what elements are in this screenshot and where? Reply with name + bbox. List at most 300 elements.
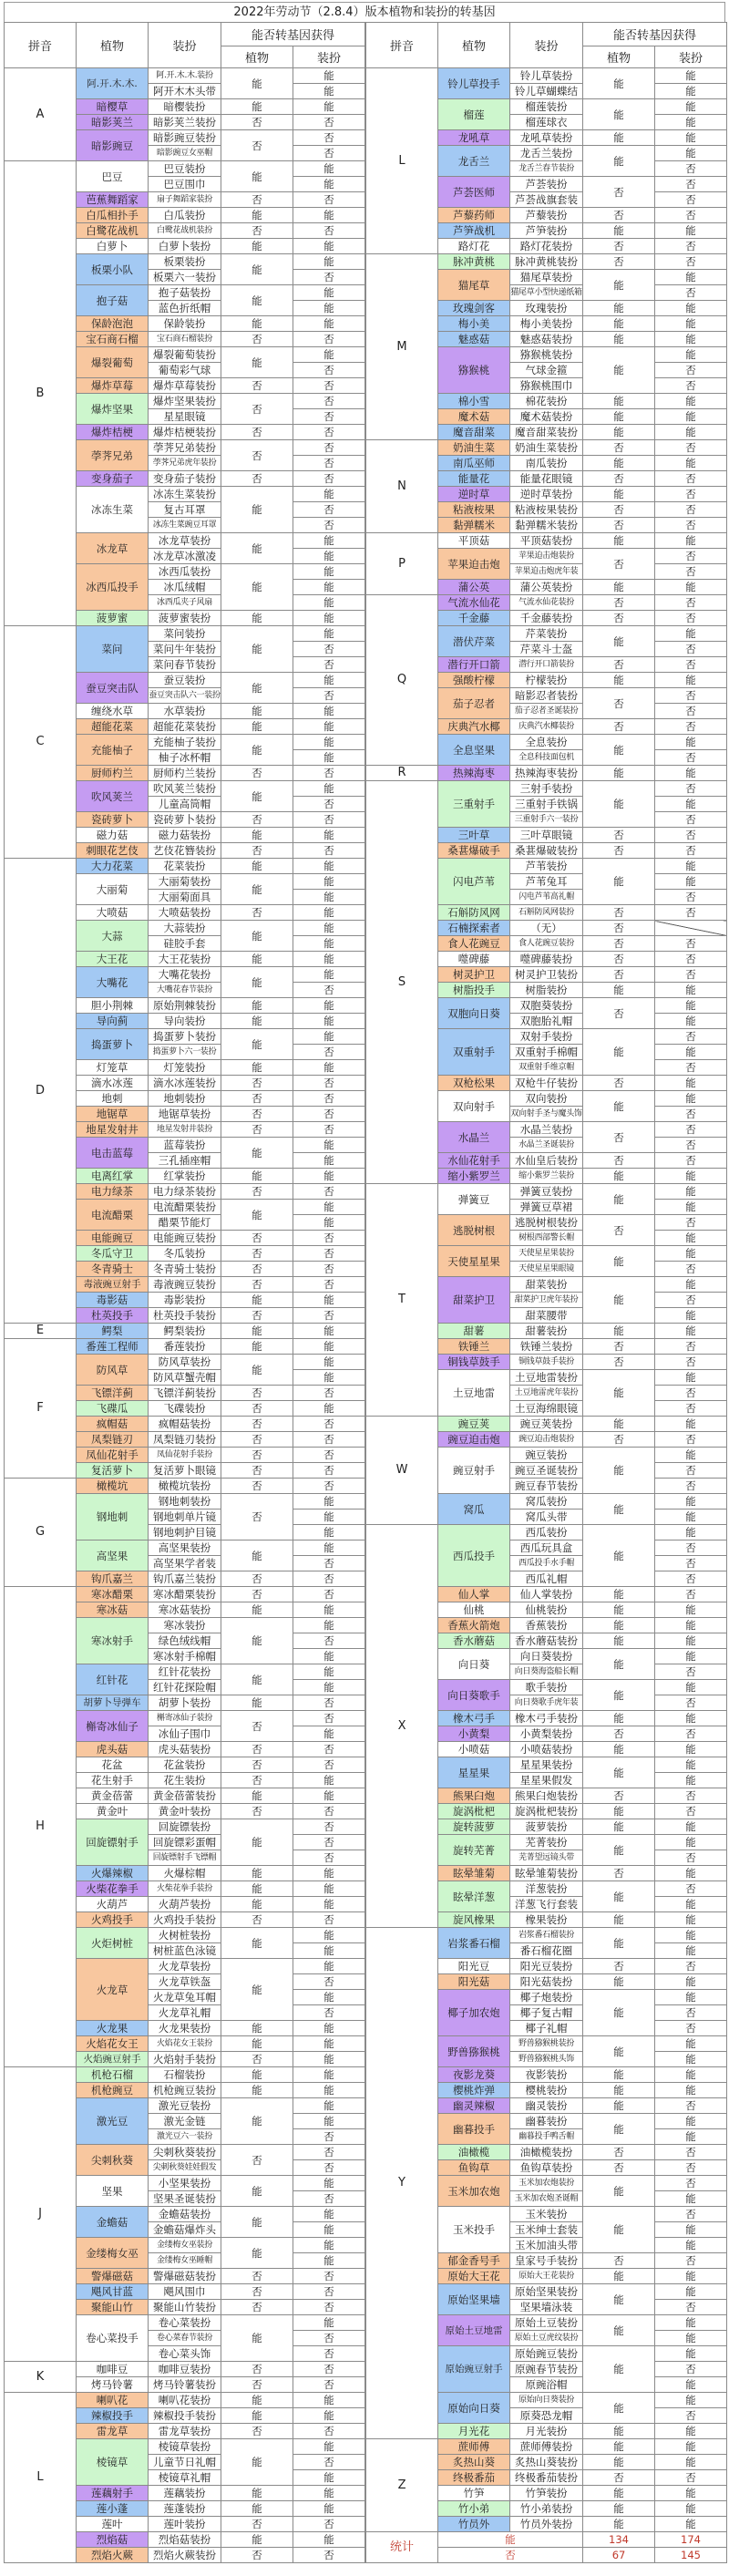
plant-name: 铁锤兰: [438, 1339, 510, 1355]
plant-name: 窝瓜: [438, 1494, 510, 1525]
costume-name: 原始坚果装扮: [510, 2284, 583, 2300]
header-transgenic-group: 能否转基因获得: [221, 23, 365, 46]
costume-transgenic-status: 否: [655, 611, 727, 626]
plant-transgenic-status: 能: [221, 2532, 293, 2548]
plant-transgenic-status: 能: [583, 1990, 655, 2036]
plant-name: 火龙草: [77, 1959, 149, 2021]
costume-name: 双向射手圣与魔头饰: [510, 1107, 583, 1122]
costume-name: 暗影荚兰装扮: [149, 115, 221, 130]
costume-name: 葡萄彩气球: [149, 363, 221, 378]
pinyin-group-label: N: [366, 440, 438, 533]
costume-transgenic-status: 否: [655, 239, 727, 254]
table-row: [366, 1928, 727, 1943]
costume-transgenic-status: 否: [293, 2300, 365, 2315]
costume-transgenic-status: 能: [655, 1819, 727, 1835]
costume-transgenic-status: 能: [655, 1835, 727, 1850]
costume-transgenic-status: 否: [655, 2207, 727, 2222]
costume-transgenic-status: 能: [293, 2207, 365, 2222]
plant-name: 白鹭花战机: [77, 223, 149, 239]
costume-transgenic-status: 否: [293, 1804, 365, 1819]
costume-transgenic-status: 否: [655, 518, 727, 533]
costume-name: 气球金箍: [510, 363, 583, 378]
plant-name: 红针花: [77, 1664, 149, 1695]
costume-transgenic-status: 能: [293, 1881, 365, 1897]
plant-name: 幽暮投手: [438, 2114, 510, 2145]
plant-transgenic-status: 否: [221, 223, 293, 239]
plant-name: 杜英投手: [77, 1308, 149, 1324]
plant-name: 旋风橡果: [438, 1912, 510, 1928]
costume-transgenic-status: 否: [293, 1757, 365, 1773]
costume-name: 魔音甜菜装扮: [510, 425, 583, 440]
costume-name: 西瓜玩具盒: [510, 1540, 583, 1556]
plant-transgenic-status: 否: [583, 657, 655, 673]
costume-name: 寒冰装扮: [149, 1618, 221, 1633]
costume-name: 玉米加农炮装扮: [510, 2176, 583, 2191]
table-row: [366, 781, 727, 797]
costume-name: 警爆磁菇装扮: [149, 2269, 221, 2284]
costume-name: 阿.开.木.木.装扮: [149, 68, 221, 84]
costume-transgenic-status: 能: [293, 1928, 365, 1943]
costume-transgenic-status: 能: [293, 1540, 365, 1556]
costume-transgenic-status: 否: [293, 1463, 365, 1479]
costume-transgenic-status: 能: [655, 1510, 727, 1525]
plant-transgenic-status: 能: [583, 1525, 655, 1587]
plant-transgenic-status: 能: [221, 859, 293, 874]
plant-transgenic-status: 能: [583, 2207, 655, 2253]
costume-transgenic-status: 能: [293, 1897, 365, 1912]
costume-transgenic-status: 否: [293, 2191, 365, 2207]
costume-transgenic-status: 否: [655, 1401, 727, 1417]
costume-transgenic-status: 能: [293, 735, 365, 750]
plant-name: 火鸡投手: [77, 1912, 149, 1928]
plant-name: 冰龙草: [77, 533, 149, 564]
costume-transgenic-status: 否: [655, 2021, 727, 2036]
costume-transgenic-status: 否: [293, 332, 365, 347]
costume-name: 儿童节日礼帽: [149, 2455, 221, 2470]
costume-transgenic-status: 能: [655, 1912, 727, 1928]
costume-name: 西瓜投手水手帽: [510, 1556, 583, 1571]
costume-name: 雷龙草装扮: [149, 2424, 221, 2439]
plant-name: 菜问: [77, 626, 149, 673]
costume-transgenic-status: 能: [293, 1339, 365, 1355]
costume-name: 黄金叶装扮: [149, 1804, 221, 1819]
costume-name: 芜菁装扮: [510, 1835, 583, 1850]
costume-transgenic-status: 能: [293, 1943, 365, 1959]
costume-transgenic-status: 否: [293, 409, 365, 425]
costume-name: 火鸡投手装扮: [149, 1912, 221, 1928]
costume-name: 电力绿茶装扮: [149, 1184, 221, 1200]
costume-transgenic-status: 能: [655, 2346, 727, 2362]
costume-name: 竹小弟装扮: [510, 2501, 583, 2517]
plant-transgenic-status: 能: [583, 1184, 655, 1215]
costume-name: 三重射手六一装扮: [510, 812, 583, 828]
costume-name: 路灯花装扮: [510, 239, 583, 254]
costume-transgenic-status: 否: [655, 1959, 727, 1974]
plant-name: 火焰花女王: [77, 2036, 149, 2052]
costume-name: 充能柚子装扮: [149, 735, 221, 750]
plant-transgenic-status: 能: [583, 270, 655, 301]
costume-name: 潜行开口箭装扮: [510, 657, 583, 673]
plant-transgenic-status: 否: [583, 719, 655, 735]
plant-transgenic-status: 否: [583, 1153, 655, 1169]
costume-name: 菜问装扮: [149, 626, 221, 642]
costume-transgenic-status: 能: [293, 1215, 365, 1231]
costume-transgenic-status: 否: [293, 2548, 365, 2563]
plant-transgenic-status: 否: [221, 1571, 293, 1587]
costume-name: 火树桩装扮: [149, 1928, 221, 1943]
costume-transgenic-status: 否: [655, 750, 727, 766]
costume-transgenic-status: 能: [293, 2486, 365, 2501]
costume-name: 热辣海枣装扮: [510, 766, 583, 781]
costume-transgenic-status: 能: [293, 161, 365, 177]
plant-name: 橡木弓手: [438, 1711, 510, 1726]
costume-name: 幽暮装扮: [510, 2114, 583, 2129]
plant-transgenic-status: 能: [221, 2238, 293, 2269]
costume-name: 捣蛋萝卜六一装扮: [149, 1045, 221, 1060]
plant-name: 刺眼花艺伎: [77, 843, 149, 859]
page-title: 2022年劳动节（2.8.4）版本植物和装扮的转基因: [4, 2, 725, 22]
header-transgenic-group: 能否转基因获得: [583, 23, 727, 46]
costume-transgenic-status: 否: [293, 1695, 365, 1711]
plant-transgenic-status: 能: [583, 1649, 655, 1680]
table-row: [5, 2362, 365, 2377]
plant-transgenic-status: 否: [221, 1386, 293, 1401]
costume-transgenic-status: 否: [655, 177, 727, 192]
plant-name: 电击蓝莓: [77, 1138, 149, 1169]
costume-transgenic-status: 否: [293, 115, 365, 130]
costume-transgenic-status: 能: [655, 1897, 727, 1912]
costume-transgenic-status-empty: [655, 921, 727, 936]
costume-name: 小坚果装扮: [149, 2176, 221, 2191]
costume-name: 冬青骑士装扮: [149, 1262, 221, 1277]
costume-transgenic-status: 否: [655, 1788, 727, 1804]
plant-name: 芦藜药师: [438, 208, 510, 223]
costume-name: 夜影装扮: [510, 2067, 583, 2083]
costume-transgenic-status: 否: [293, 378, 365, 394]
costume-name: 抱子菇装扮: [149, 285, 221, 301]
plant-transgenic-status: 能: [583, 425, 655, 440]
table-row: [366, 595, 727, 611]
plant-name: 双枪松果: [438, 1076, 510, 1091]
table-row: [366, 68, 727, 84]
plant-name: 月光花: [438, 2424, 510, 2439]
costume-name: 大喷菇装扮: [149, 905, 221, 921]
costume-name: 坚果墙泳装: [510, 2300, 583, 2315]
costume-transgenic-status: 否: [655, 843, 727, 859]
costume-transgenic-status: 能: [655, 1494, 727, 1510]
plant-transgenic-status: 能: [583, 2036, 655, 2067]
costume-name: 阳光菇装扮: [510, 1974, 583, 1990]
costume-transgenic-status: 否: [655, 1107, 727, 1122]
costume-transgenic-status: 否: [293, 2145, 365, 2160]
plant-name: 树脂投手: [438, 983, 510, 998]
costume-name: 缩小紫罗兰装扮: [510, 1169, 583, 1184]
plant-name: 寒冰醋栗: [77, 1587, 149, 1602]
plant-name: 冰西瓜投手: [77, 564, 149, 611]
plant-name: 菠萝蜜: [77, 611, 149, 626]
table-row: [5, 859, 365, 874]
costume-transgenic-status: 能: [655, 797, 727, 812]
costume-name: 尖刺秋葵娃娃假发: [149, 2160, 221, 2176]
plant-name: 原始豌豆射手: [438, 2346, 510, 2393]
costume-name: 白瓜装扮: [149, 208, 221, 223]
plant-transgenic-status: 能: [221, 735, 293, 766]
plant-transgenic-status: 否: [221, 440, 293, 471]
plant-name: 金蟾菇: [77, 2207, 149, 2238]
costume-transgenic-status: 能: [655, 2222, 727, 2238]
plant-name: 平顶菇: [438, 533, 510, 549]
costume-name: 莲蓬装扮: [149, 2501, 221, 2517]
costume-transgenic-status: 能: [655, 456, 727, 471]
costume-name: 幽暮投手鸭舌帽: [510, 2129, 583, 2145]
plant-name: 棉小雪: [438, 394, 510, 409]
costume-name: 粘液桉果装扮: [510, 502, 583, 518]
plant-transgenic-status: 能: [583, 99, 655, 130]
costume-name: 蚕豆装扮: [149, 673, 221, 688]
costume-name: 尖刺秋葵装扮: [149, 2145, 221, 2160]
costume-name: 蓝莓装扮: [149, 1138, 221, 1153]
costume-transgenic-status: 否: [293, 456, 365, 471]
plant-name: 逃脱树根: [438, 1215, 510, 1246]
table-row: [366, 2439, 727, 2455]
costume-name: 爆炸坚果装扮: [149, 394, 221, 409]
costume-name: 冰龙草冰激凌: [149, 549, 221, 564]
plant-name: 岩浆番石榴: [438, 1928, 510, 1959]
costume-transgenic-status: 否: [655, 890, 727, 905]
costume-name: 原始荆棘装扮: [149, 998, 221, 1014]
costume-transgenic-status: 能: [293, 1726, 365, 1742]
plant-transgenic-status: 否: [221, 1479, 293, 1494]
costume-transgenic-status: 否: [293, 192, 365, 208]
plant-name: 三叶草: [438, 828, 510, 843]
plant-transgenic-status: 能: [583, 580, 655, 595]
plant-transgenic-status: 能: [583, 1928, 655, 1959]
costume-name: 地锯草装扮: [149, 1107, 221, 1122]
costume-transgenic-status: 否: [655, 471, 727, 487]
costume-transgenic-status: 否: [655, 2300, 727, 2315]
costume-transgenic-status: 否: [293, 1819, 365, 1835]
costume-name: 野兽猕猴桃装扮: [510, 2036, 583, 2052]
plant-transgenic-status: 能: [221, 487, 293, 533]
table-row: [5, 1339, 365, 1355]
costume-name: 虎头菇装扮: [149, 1742, 221, 1757]
plant-transgenic-status: 能: [583, 2269, 655, 2284]
costume-transgenic-status: 能: [293, 533, 365, 549]
costume-name: 梅小美装扮: [510, 316, 583, 332]
plant-name: 电能豌豆: [77, 1231, 149, 1246]
costume-transgenic-status: 能: [293, 936, 365, 952]
costume-transgenic-status: 能: [293, 347, 365, 363]
plant-name: 炙热山葵: [438, 2455, 510, 2470]
plant-transgenic-status: 能: [221, 1788, 293, 1804]
plant-transgenic-status: 能: [221, 2083, 293, 2098]
costume-transgenic-status: 能: [655, 2083, 727, 2098]
plant-transgenic-status: 能: [221, 1324, 293, 1339]
costume-name: 瓷砖萝卜装扮: [149, 812, 221, 828]
plant-name: 厨师杓兰: [77, 766, 149, 781]
plant-name: 蚕豆突击队: [77, 673, 149, 704]
table-row: [5, 1587, 365, 1602]
costume-name: 星星果假发: [510, 1773, 583, 1788]
costume-transgenic-status: 能: [655, 1169, 727, 1184]
plant-transgenic-status: 能: [583, 2439, 655, 2455]
header-can-costume: 装扮: [293, 46, 365, 68]
costume-transgenic-status: 否: [655, 502, 727, 518]
right-table: [365, 22, 727, 2563]
costume-transgenic-status: 否: [655, 1262, 727, 1277]
costume-transgenic-status: 否: [655, 363, 727, 378]
costume-name: 竹笋装扮: [510, 2486, 583, 2501]
costume-name: 疯帽菇装扮: [149, 1417, 221, 1432]
costume-transgenic-status: 否: [655, 812, 727, 828]
costume-transgenic-status: 否: [655, 1850, 727, 1866]
costume-transgenic-status: 否: [655, 487, 727, 502]
plant-name: 胆小荆棘: [77, 998, 149, 1014]
plant-name: 龙舌兰: [438, 146, 510, 177]
costume-transgenic-status: 能: [293, 859, 365, 874]
plant-name: 大喷菇: [77, 905, 149, 921]
plant-name: 路灯花: [438, 239, 510, 254]
costume-transgenic-status: 能: [655, 1757, 727, 1773]
plant-transgenic-status: 否: [221, 1107, 293, 1122]
costume-name: 月光装扮: [510, 2424, 583, 2439]
plant-name: 复活萝卜: [77, 1463, 149, 1479]
plant-transgenic-status: 否: [583, 843, 655, 859]
stats-row-label: 否: [438, 2548, 583, 2563]
costume-transgenic-status: 能: [655, 1045, 727, 1060]
plant-transgenic-status: 能: [221, 1060, 293, 1076]
plant-transgenic-status: 否: [583, 2145, 655, 2160]
costume-name: 魅惑菇装扮: [510, 332, 583, 347]
costume-name: 皇家号手装扮: [510, 2253, 583, 2269]
plant-name: 电离红掌: [77, 1169, 149, 1184]
costume-name: 窝瓜装扮: [510, 1494, 583, 1510]
costume-transgenic-status: 能: [655, 394, 727, 409]
costume-transgenic-status: 能: [655, 347, 727, 363]
stats-row: [366, 2532, 727, 2548]
costume-name: 荸荠兄弟虎年装扮: [149, 456, 221, 471]
costume-transgenic-status: 能: [293, 626, 365, 642]
plant-transgenic-status: 能: [583, 1804, 655, 1819]
costume-transgenic-status: 否: [655, 1386, 727, 1401]
plant-name: 旋转菠萝: [438, 1819, 510, 1835]
costume-name: 激光豆装扮: [149, 2098, 221, 2114]
costume-name: 槲寄冰仙子装扮: [149, 1711, 221, 1726]
costume-name: 金缕梅女巫睡帽: [149, 2253, 221, 2269]
costume-name: 星星眼镜: [149, 409, 221, 425]
plant-transgenic-status: 能: [583, 2501, 655, 2517]
costume-transgenic-status: 能: [293, 1602, 365, 1618]
plant-transgenic-status: 否: [221, 1711, 293, 1742]
costume-transgenic-status: 否: [293, 1633, 365, 1649]
costume-name: 小喷菇装扮: [510, 1742, 583, 1757]
plant-name: 喇叭花: [77, 2393, 149, 2408]
plant-transgenic-status: 否: [221, 1417, 293, 1432]
plant-transgenic-status: 否: [221, 1587, 293, 1602]
costume-transgenic-status: 能: [293, 1014, 365, 1029]
plant-name: 黄金叶: [77, 1804, 149, 1819]
costume-transgenic-status: 能: [293, 285, 365, 301]
costume-name: 玉米绅士套装: [510, 2222, 583, 2238]
plant-name: 甜菜护卫: [438, 1277, 510, 1324]
costume-name: 双重射手维京帽: [510, 1060, 583, 1076]
plant-name: 双重射手: [438, 1029, 510, 1076]
plant-transgenic-status: 能: [583, 1757, 655, 1788]
plant-transgenic-status: 能: [583, 1974, 655, 1990]
costume-name: 树灵护卫装扮: [510, 967, 583, 983]
costume-transgenic-status: 能: [655, 1417, 727, 1432]
header-plant: 植物: [438, 23, 510, 68]
costume-name: 芦荟战旗套装: [510, 192, 583, 208]
plant-name: 白萝卜: [77, 239, 149, 254]
costume-name: 硅胶手套: [149, 936, 221, 952]
costume-name: 香蕉装扮: [510, 1618, 583, 1633]
plant-name: 钢地刺: [77, 1494, 149, 1540]
plant-transgenic-status: 否: [583, 1339, 655, 1355]
plant-transgenic-status: 否: [583, 1726, 655, 1742]
costume-transgenic-status: 能: [655, 2315, 727, 2331]
costume-name: 原始土豆虎纹装扮: [510, 2331, 583, 2346]
costume-name: 卷心菜头饰: [149, 2346, 221, 2362]
plant-transgenic-status: 能: [583, 626, 655, 657]
costume-transgenic-status: 能: [293, 487, 365, 502]
costume-transgenic-status: 否: [293, 1742, 365, 1757]
plant-transgenic-status: 能: [583, 456, 655, 471]
plant-name: 热辣海枣: [438, 766, 510, 781]
costume-name: 天使星星果装扮: [510, 1246, 583, 1262]
plant-transgenic-status: 否: [221, 1091, 293, 1107]
costume-transgenic-status: 否: [293, 1386, 365, 1401]
table-row: [5, 2067, 365, 2083]
costume-transgenic-status: 否: [655, 967, 727, 983]
plant-name: 噬碑藤: [438, 952, 510, 967]
plant-name: 眩晕雏菊: [438, 1866, 510, 1881]
plant-transgenic-status: 能: [221, 952, 293, 967]
plant-transgenic-status: 否: [221, 1448, 293, 1463]
costume-name: 杜英投手装扮: [149, 1308, 221, 1324]
plant-transgenic-status: 否: [583, 595, 655, 611]
costume-name: 冰瓜绒帽: [149, 580, 221, 595]
plant-name: 龙吼草: [438, 130, 510, 146]
plant-transgenic-status: 否: [583, 177, 655, 208]
header-costume: 装扮: [510, 23, 583, 68]
plant-name: 爆炸桔梗: [77, 425, 149, 440]
costume-name: 逃脱树根装扮: [510, 1215, 583, 1231]
costume-name: 逆时草装扮: [510, 487, 583, 502]
plant-transgenic-status: 能: [583, 1633, 655, 1649]
costume-transgenic-status: 能: [293, 2532, 365, 2548]
plant-name: 聚能山竹: [77, 2300, 149, 2315]
costume-name: 甜菜腰带: [510, 1308, 583, 1324]
plant-transgenic-status: 否: [583, 905, 655, 921]
plant-transgenic-status: 能: [221, 2315, 293, 2362]
plant-transgenic-status: 能: [583, 487, 655, 502]
plant-name: 充能柚子: [77, 735, 149, 766]
pinyin-group-label: R: [366, 766, 438, 781]
plant-name: 双向射手: [438, 1091, 510, 1122]
plant-transgenic-status: 能: [221, 2408, 293, 2424]
costume-transgenic-status: 能: [655, 1602, 727, 1618]
plant-transgenic-status: 能: [583, 394, 655, 409]
costume-transgenic-status: 能: [655, 1711, 727, 1726]
costume-transgenic-status: 否: [655, 1153, 727, 1169]
costume-transgenic-status: 能: [655, 1974, 727, 1990]
plant-transgenic-status: 否: [583, 440, 655, 456]
costume-transgenic-status: 能: [293, 580, 365, 595]
pinyin-group-label: E: [5, 1324, 77, 1339]
costume-transgenic-status: 能: [655, 1014, 727, 1029]
costume-name: 野兽猕猴桃头饰: [510, 2052, 583, 2067]
